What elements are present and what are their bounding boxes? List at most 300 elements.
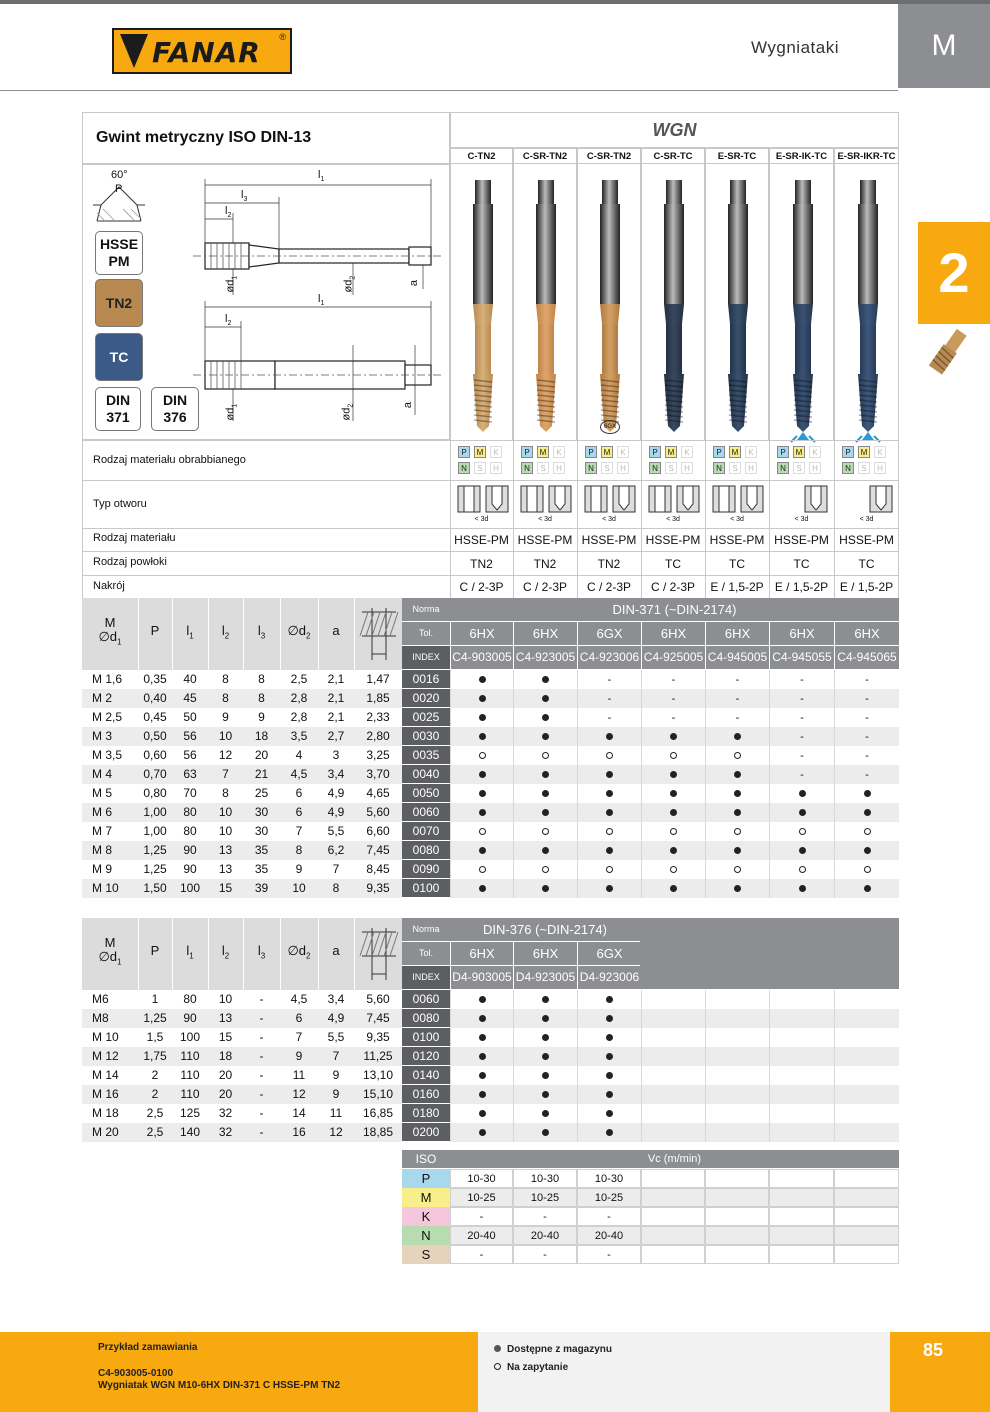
cell-l3: 35	[254, 843, 269, 857]
tool-material: HSSE-PM	[839, 533, 894, 547]
availability-cell	[834, 822, 899, 841]
cell-l2: 10	[218, 824, 233, 838]
speed-cell	[705, 1245, 769, 1264]
thread-angle-label: 60°	[111, 169, 128, 181]
availability-cell	[769, 1009, 834, 1028]
product-title: Gwint metryczny ISO DIN-13	[96, 129, 312, 146]
coating: TC	[793, 557, 810, 571]
available-dot-icon	[542, 695, 549, 702]
availability-cell	[834, 689, 899, 708]
table-row	[82, 784, 899, 803]
available-dot-icon	[479, 714, 486, 721]
available-dot-icon	[479, 1110, 486, 1117]
material-letter-N: N	[713, 462, 725, 474]
table-row	[82, 822, 899, 841]
tolerance-cell: 6HX	[769, 622, 834, 645]
cell-a: 5,5	[327, 824, 345, 838]
availability-cell	[705, 727, 769, 746]
available-dot-icon	[542, 809, 549, 816]
tool-material: HSSE-PM	[517, 533, 573, 547]
cell-drill: 8,45	[366, 862, 390, 876]
index-suffix: 0060	[402, 803, 450, 822]
available-dot-icon	[606, 847, 613, 854]
cell-drill: 5,60	[366, 805, 390, 819]
cell-p: 0,35	[143, 672, 167, 686]
cell-l1: 90	[183, 843, 197, 857]
available-dot-icon	[606, 885, 613, 892]
tolerance-cell: 6GX	[577, 942, 641, 965]
availability-cell	[577, 746, 641, 765]
speed-cell: -	[450, 1245, 513, 1264]
cell-d2: 8	[295, 843, 303, 857]
on-request-ring-icon	[734, 828, 741, 835]
divider	[82, 440, 899, 441]
availability-cell	[577, 1028, 641, 1047]
speed-cell: 10-30	[577, 1169, 641, 1188]
material-letter-S: S	[665, 462, 677, 474]
cell-l2: 20	[218, 1087, 233, 1101]
cell-l3: -	[259, 1011, 264, 1025]
cell-drill: 7,45	[366, 843, 390, 857]
norm-value: DIN-376 (~DIN-2174)	[450, 918, 640, 941]
availability-cell	[450, 1028, 513, 1047]
availability-cell	[513, 860, 577, 879]
index-code-cell: C4-903005	[450, 646, 513, 669]
material-letter-P: P	[842, 446, 854, 458]
on-request-ring-icon	[606, 866, 613, 873]
forming-tap-icon	[781, 174, 825, 444]
cell-p: 1,50	[143, 881, 167, 895]
available-dot-icon	[670, 790, 677, 797]
cell-a: 4,9	[327, 786, 345, 800]
tolerance-6gx-marker: 6GX	[600, 420, 620, 434]
tool-material: HSSE-PM	[454, 533, 509, 547]
cell-a: 2,1	[327, 691, 345, 705]
on-request-ring-icon	[734, 752, 741, 759]
tool-material: HSSE-PM	[581, 533, 637, 547]
forming-tap-icon	[652, 174, 696, 444]
index-suffix: 0035	[402, 746, 450, 765]
not-available-dash: -	[607, 712, 612, 724]
cell-l1: 90	[183, 862, 197, 876]
col-header-d2: $\emptyset d_2$	[287, 943, 311, 961]
not-available-dash: -	[607, 674, 612, 686]
cell-p: 0,80	[143, 786, 167, 800]
cell-m: M6	[92, 992, 109, 1006]
cell-drill: 3,25	[366, 748, 390, 762]
cell-l3: 30	[254, 824, 269, 838]
availability-cell	[769, 1028, 834, 1047]
section-tab-m[interactable]: M	[898, 4, 990, 88]
order-example-title: Przykład zamawiania	[98, 1342, 198, 1353]
material-letter-P: P	[713, 446, 725, 458]
cell-l1: 100	[179, 1030, 201, 1044]
index-suffix: 0200	[402, 1123, 450, 1142]
vc-header: Vc (m/min)	[450, 1150, 899, 1168]
cell-l2: 18	[218, 1049, 233, 1063]
on-request-ring-icon	[670, 752, 677, 759]
material-letter-M: M	[474, 446, 486, 458]
not-available-dash: -	[671, 712, 676, 724]
cell-m: M 3	[92, 729, 113, 743]
cell-a: 2,1	[327, 672, 345, 686]
speed-cell	[769, 1188, 834, 1207]
column-header: C-SR-TN2	[513, 148, 577, 164]
speed-cell	[705, 1169, 769, 1188]
availability-cell	[450, 670, 513, 689]
cell-a: 12	[329, 1125, 343, 1139]
material-letter-K: K	[874, 446, 886, 458]
material-letter-H: H	[874, 462, 886, 474]
availability-cell	[705, 841, 769, 860]
availability-cell	[769, 1104, 834, 1123]
cell-l2: 15	[218, 881, 233, 895]
availability-cell	[450, 689, 513, 708]
index-suffix: 0080	[402, 841, 450, 860]
iso-group-K: K	[402, 1207, 450, 1226]
speed-cell: 10-25	[450, 1188, 513, 1207]
material-letter-N: N	[585, 462, 597, 474]
available-dot-icon	[606, 1072, 613, 1079]
availability-cell	[513, 727, 577, 746]
on-request-ring-icon	[606, 752, 613, 759]
on-request-ring-icon	[479, 752, 486, 759]
tool-material-label: Rodzaj materiału	[93, 532, 176, 544]
on-request-ring-icon	[864, 866, 871, 873]
availability-cell	[834, 1009, 899, 1028]
availability-cell	[705, 670, 769, 689]
available-dot-icon	[479, 676, 486, 683]
available-dot-icon	[479, 733, 486, 740]
forming-tap-icon	[461, 174, 505, 444]
speed-cell: -	[577, 1207, 641, 1226]
on-request-ring-icon	[734, 866, 741, 873]
not-available-dash: -	[800, 750, 804, 762]
cell-a: 9	[332, 1087, 340, 1101]
availability-cell	[834, 670, 899, 689]
not-available-dash: -	[865, 712, 869, 724]
index-suffix: 0090	[402, 860, 450, 879]
available-dot-icon	[542, 676, 549, 683]
available-dot-icon	[606, 1129, 613, 1136]
availability-cell	[705, 1009, 769, 1028]
availability-cell	[577, 860, 641, 879]
cell-l3: 35	[254, 862, 269, 876]
coating: TC	[729, 557, 745, 571]
availability-cell	[450, 990, 513, 1009]
available-dot-icon	[670, 847, 677, 854]
availability-cell	[641, 1047, 705, 1066]
hole-note: < 3d	[474, 516, 489, 523]
availability-cell	[450, 784, 513, 803]
cell-l3: -	[259, 1087, 264, 1101]
index-suffix: 0050	[402, 784, 450, 803]
cell-l2: 32	[218, 1125, 233, 1139]
available-dot-icon	[606, 1053, 613, 1060]
material-letter-K: K	[745, 446, 757, 458]
available-dot-icon	[799, 885, 806, 892]
col-header-d2: $\emptyset d_2$	[287, 623, 311, 641]
tool-image-cell	[834, 164, 899, 440]
cell-p: 1,25	[143, 862, 167, 876]
cell-l3: 18	[254, 729, 269, 743]
available-dot-icon	[479, 996, 486, 1003]
cell-l2: 15	[218, 1030, 233, 1044]
speed-cell	[641, 1169, 705, 1188]
cell-p: 2	[151, 1068, 159, 1082]
cell-d2: 3,5	[290, 729, 308, 743]
cell-l1: 110	[180, 1049, 200, 1063]
cell-l2: 7	[222, 767, 229, 781]
on-request-ring-icon	[479, 828, 486, 835]
available-dot-icon	[799, 809, 806, 816]
tol-label: Tol.	[402, 622, 450, 645]
col-header-p: P	[150, 623, 160, 638]
material-letter-M: M	[601, 446, 613, 458]
cell-l1: 110	[180, 1068, 200, 1082]
material-letter-P: P	[458, 446, 470, 458]
availability-cell	[705, 990, 769, 1009]
availability-cell	[641, 765, 705, 784]
availability-cell	[513, 1066, 577, 1085]
index-code-cell: C4-923005	[513, 646, 577, 669]
availability-cell	[834, 708, 899, 727]
availability-cell	[834, 784, 899, 803]
tool-material: HSSE-PM	[645, 533, 701, 547]
available-dot-icon	[542, 1053, 549, 1060]
speed-cell	[834, 1207, 899, 1226]
cell-l2: 32	[218, 1106, 233, 1120]
index-suffix: 0120	[402, 1047, 450, 1066]
material-letter-M: M	[537, 446, 549, 458]
available-dot-icon	[542, 1129, 549, 1136]
series-name: WGN	[450, 112, 899, 148]
cell-l3: -	[259, 1125, 264, 1139]
page-number: 85	[922, 1340, 944, 1360]
available-dot-icon	[479, 1034, 486, 1041]
available-dot-icon	[479, 790, 486, 797]
availability-cell	[577, 879, 641, 898]
column-header: C-SR-TN2	[577, 148, 641, 164]
chamfer-label: Nakrój	[93, 580, 125, 592]
cell-p: 0,40	[143, 691, 167, 705]
tool-material: HSSE-PM	[709, 533, 765, 547]
cell-d2: 11	[292, 1068, 306, 1082]
cell-d2: 2,8	[290, 710, 308, 724]
divider	[82, 440, 83, 598]
cell-l3: 8	[258, 672, 265, 686]
availability-cell	[513, 708, 577, 727]
cell-drill: 15,10	[362, 1087, 394, 1101]
index-code-cell: C4-925005	[641, 646, 705, 669]
availability-cell	[705, 1028, 769, 1047]
cell-d2: 7	[295, 824, 303, 838]
on-request-ring-icon	[494, 1363, 501, 1370]
cell-l3: 9	[258, 710, 265, 724]
index-code-cell: C4-945065	[834, 646, 899, 669]
speed-cell	[769, 1207, 834, 1226]
availability-cell	[641, 727, 705, 746]
speed-cell: 20-40	[513, 1226, 577, 1245]
availability-cell	[769, 765, 834, 784]
cell-p: 0,50	[143, 729, 167, 743]
available-dot-icon	[479, 847, 486, 854]
cell-p: 0,45	[143, 710, 167, 724]
cell-l2: 20	[218, 1068, 233, 1082]
availability-cell	[834, 727, 899, 746]
hole-type-label: Typ otworu	[93, 498, 147, 510]
tolerance-cell: 6HX	[834, 622, 899, 645]
cell-l1: 56	[183, 748, 197, 762]
availability-cell	[641, 784, 705, 803]
column-header: C-SR-TC	[641, 148, 705, 164]
drill-diameter-icon	[358, 606, 400, 662]
chamfer: E / 1,5-2P	[774, 580, 829, 594]
material-letter-K: K	[809, 446, 821, 458]
availability-cell	[705, 822, 769, 841]
cell-p: 0,70	[143, 767, 167, 781]
tolerance-cell: 6HX	[513, 622, 577, 645]
material-letter-S: S	[858, 462, 870, 474]
material-letter-H: H	[745, 462, 757, 474]
material-letter-K: K	[553, 446, 565, 458]
tolerance-cell: 6HX	[450, 622, 513, 645]
material-letter-H: H	[617, 462, 629, 474]
cell-drill: 9,35	[366, 881, 390, 895]
cell-a: 7	[332, 1049, 340, 1063]
availability-cell	[513, 1085, 577, 1104]
cell-l2: 12	[218, 748, 233, 762]
availability-cell	[450, 860, 513, 879]
cell-d2: 9	[295, 862, 303, 876]
table-row	[82, 990, 899, 1009]
coating: TC	[665, 557, 681, 571]
availability-cell	[834, 1028, 899, 1047]
availability-cell	[641, 803, 705, 822]
available-dot-icon	[479, 1053, 486, 1060]
availability-cell	[513, 1104, 577, 1123]
material-letter-N: N	[649, 462, 661, 474]
cell-d2: 6	[295, 786, 303, 800]
availability-cell	[450, 765, 513, 784]
available-dot-icon	[606, 790, 613, 797]
speed-cell	[769, 1245, 834, 1264]
cell-p: 1,00	[143, 824, 167, 838]
divider	[354, 918, 355, 990]
table-row	[82, 765, 899, 784]
speed-cell: 10-30	[450, 1169, 513, 1188]
index-suffix: 0100	[402, 1028, 450, 1047]
chamfer: E / 1,5-2P	[839, 580, 894, 594]
material-letter-P: P	[585, 446, 597, 458]
availability-cell	[834, 803, 899, 822]
index-suffix: 0016	[402, 670, 450, 689]
cell-p: 1,75	[143, 1049, 167, 1063]
cell-l2: 8	[222, 786, 229, 800]
cell-drill: 6,60	[366, 824, 390, 838]
divider	[354, 598, 355, 670]
dim-l2-label: $l_2$	[225, 205, 232, 220]
col-header-l1: $l_1$	[186, 623, 194, 641]
availability-cell	[641, 860, 705, 879]
speed-cell	[834, 1245, 899, 1264]
cell-l3: -	[259, 1106, 264, 1120]
cell-a: 4,9	[327, 805, 345, 819]
index-code-cell: C4-945055	[769, 646, 834, 669]
hole-type-icon	[456, 484, 510, 514]
available-dot-icon	[670, 885, 677, 892]
availability-cell	[577, 1104, 641, 1123]
speed-cell	[641, 1207, 705, 1226]
availability-cell	[834, 1104, 899, 1123]
hole-type-icon	[647, 484, 701, 514]
availability-cell	[450, 841, 513, 860]
chamfer: C / 2-3P	[459, 580, 504, 594]
availability-cell	[513, 841, 577, 860]
divider	[82, 551, 899, 552]
not-available-dash: -	[865, 731, 869, 743]
index-suffix: 0030	[402, 727, 450, 746]
index-code-cell: D4-903005	[450, 966, 513, 989]
material-letter-N: N	[842, 462, 854, 474]
available-dot-icon	[606, 996, 613, 1003]
iso-group-N: N	[402, 1226, 450, 1245]
availability-cell	[577, 727, 641, 746]
availability-cell	[641, 990, 705, 1009]
cell-d2: 2,5	[290, 672, 308, 686]
norma-label: Norma	[402, 598, 450, 621]
availability-cell	[705, 1104, 769, 1123]
availability-cell	[641, 879, 705, 898]
cell-l2: 10	[218, 805, 233, 819]
availability-cell	[577, 670, 641, 689]
availability-cell	[705, 708, 769, 727]
available-dot-icon	[864, 790, 871, 797]
cell-l1: 90	[183, 1011, 197, 1025]
tool-image-cell	[450, 164, 513, 440]
dim-d2-label-2: $ød_2$	[340, 403, 355, 421]
index-label: INDEX	[402, 966, 450, 989]
cell-a: 3	[332, 748, 340, 762]
available-dot-icon	[542, 1110, 549, 1117]
available-dot-icon	[606, 733, 613, 740]
material-letter-M: M	[665, 446, 677, 458]
cell-l3: -	[259, 1030, 264, 1044]
availability-cell	[705, 1047, 769, 1066]
hole-type-icon	[711, 484, 765, 514]
cell-drill: 1,85	[366, 691, 390, 705]
dim-a-label-2: a	[402, 401, 415, 409]
cell-drill: 3,70	[366, 767, 390, 781]
cell-l1: 80	[183, 824, 197, 838]
cell-drill: 2,80	[366, 729, 390, 743]
tool-image-cell	[769, 164, 834, 440]
norm-value: DIN-371 (~DIN-2174)	[450, 598, 899, 621]
availability-cell	[705, 803, 769, 822]
material-group-label: Rodzaj materiału obrabbianego	[93, 454, 246, 466]
availability-cell	[769, 1085, 834, 1104]
cell-m: M 3,5	[92, 748, 123, 762]
order-example-code: C4-903005-0100	[98, 1368, 174, 1379]
hole-note: < 3d	[666, 516, 680, 523]
cell-p: 0,60	[143, 748, 167, 762]
iso-group-M: M	[402, 1188, 450, 1207]
not-available-dash: -	[865, 750, 869, 762]
cell-l3: 30	[254, 805, 269, 819]
chapter-tab-2[interactable]: 2	[918, 222, 990, 324]
availability-cell	[577, 689, 641, 708]
chamfer: C / 2-3P	[522, 580, 567, 594]
